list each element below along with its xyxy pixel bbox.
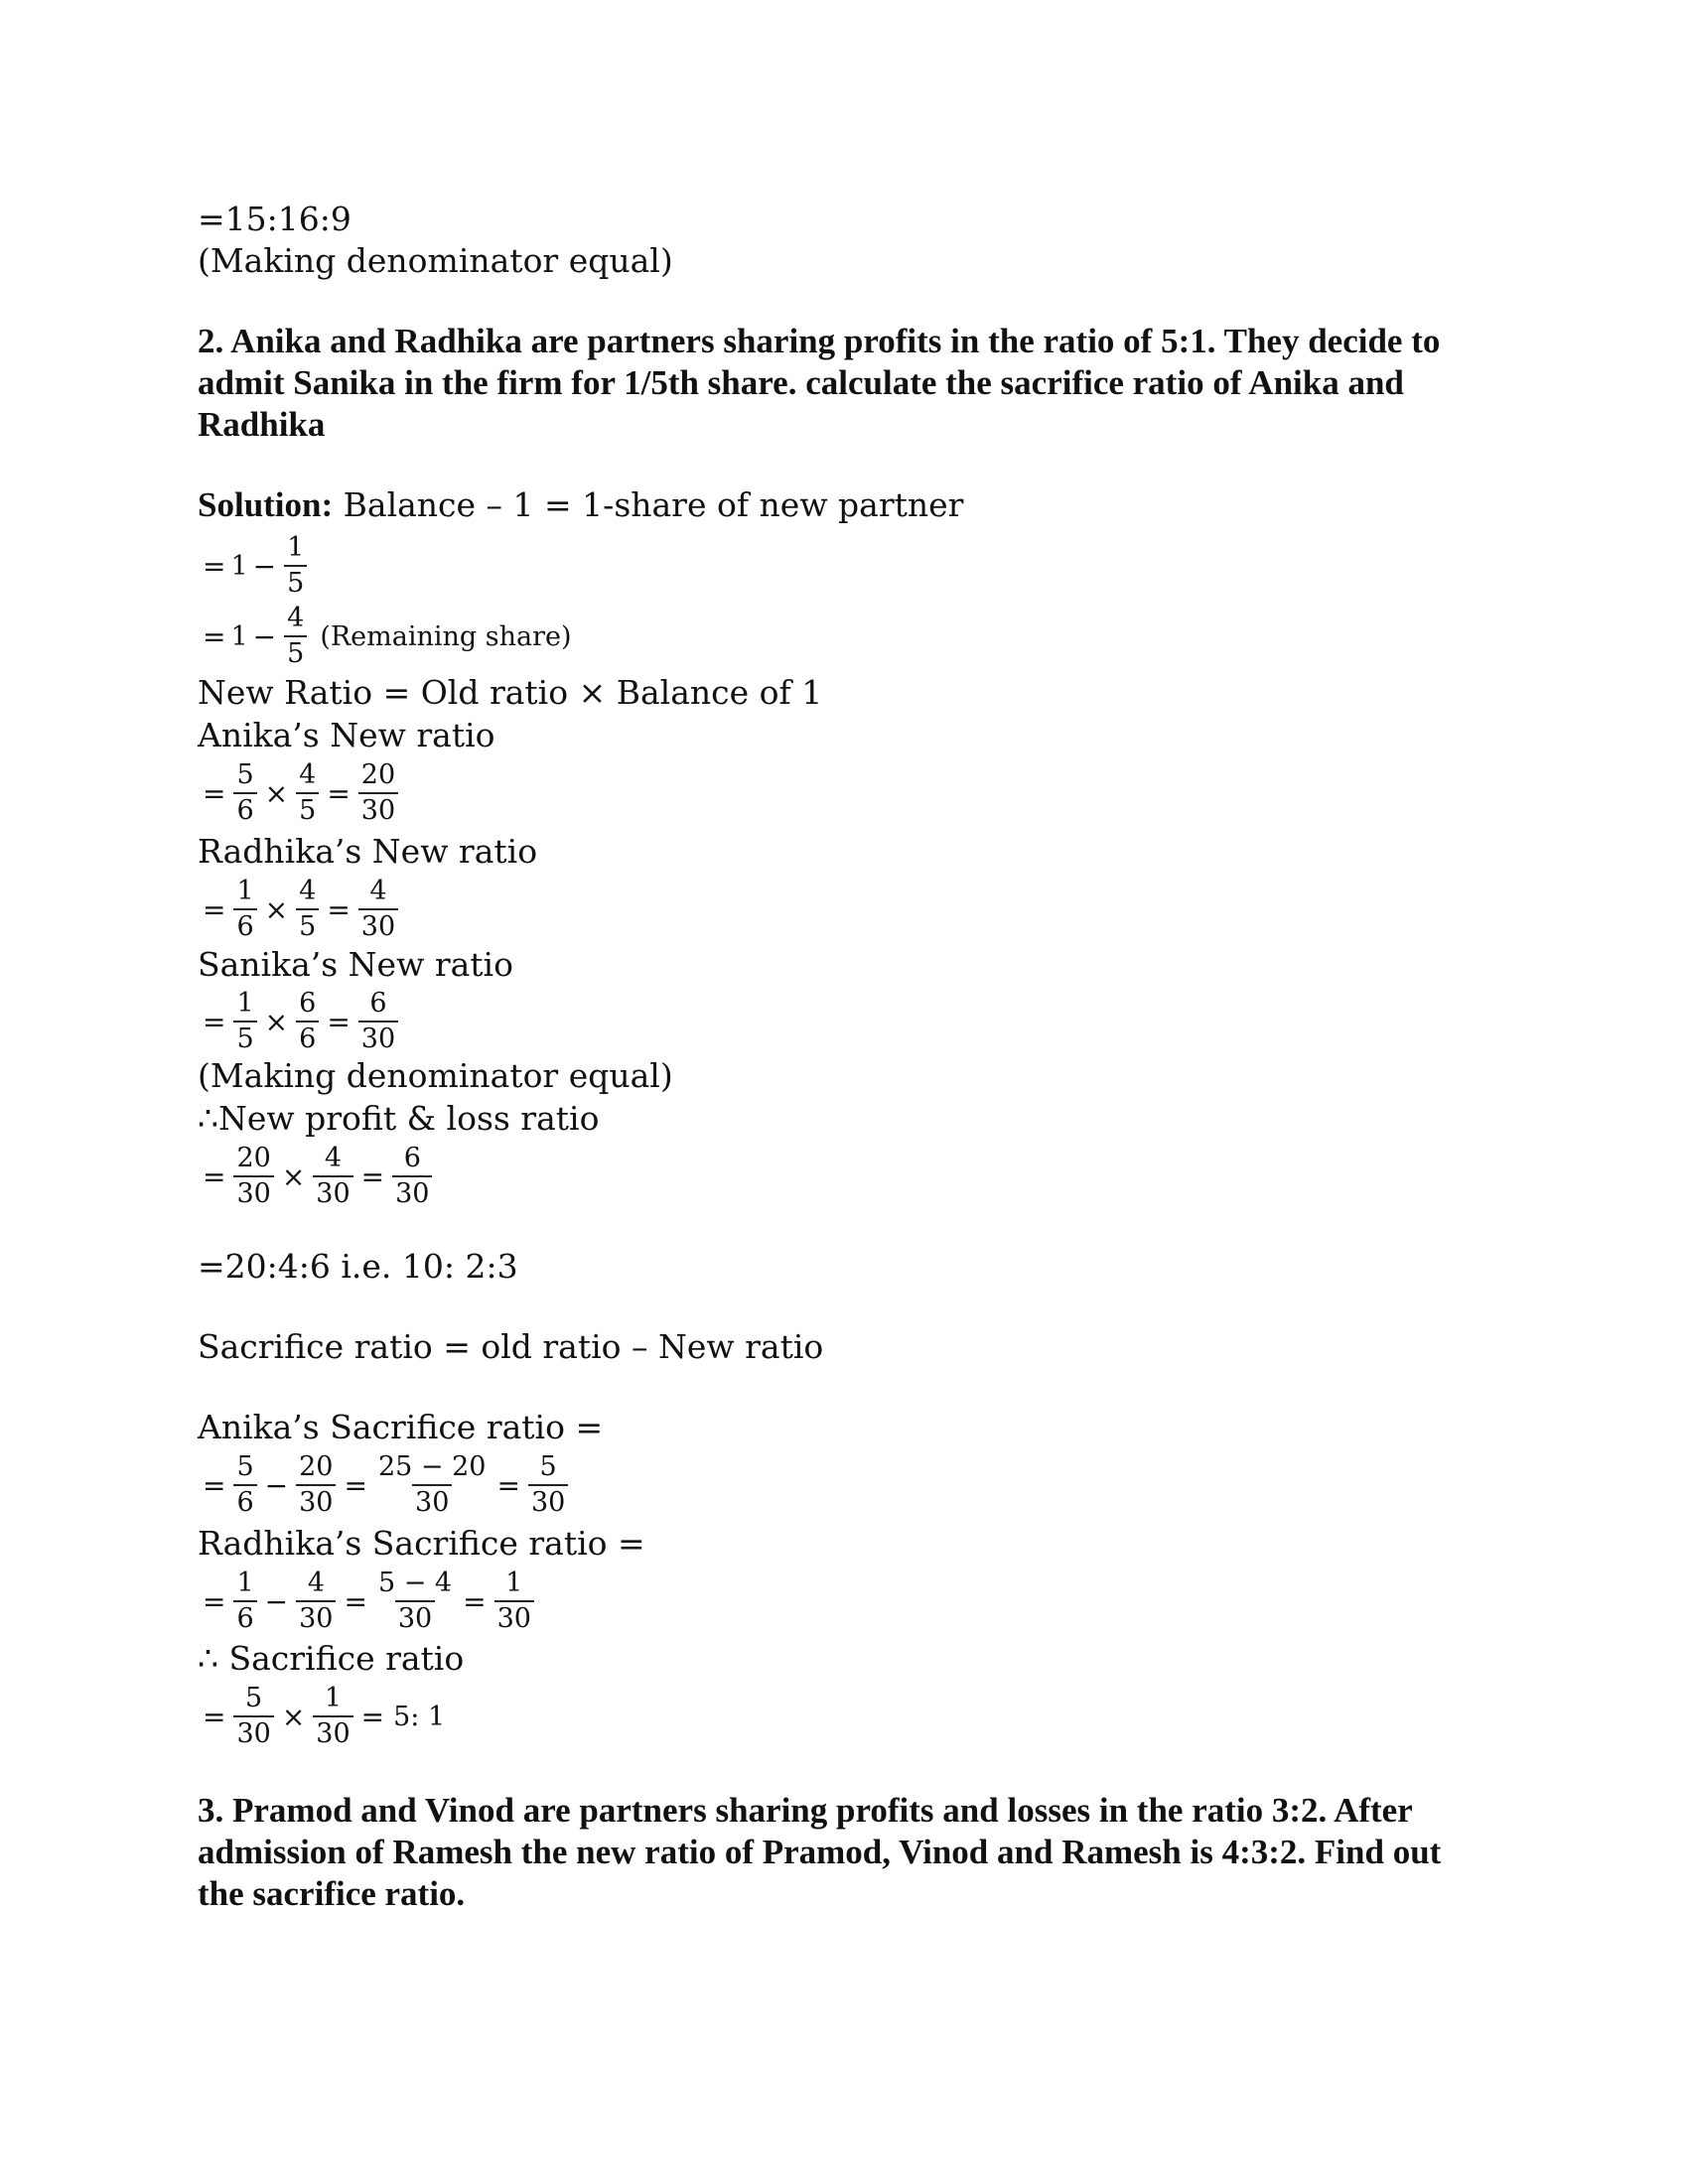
fraction: $\frac{4}{5}$ — [281, 602, 310, 671]
sanika-new-ratio-label: Sanika’s New ratio — [198, 945, 513, 984]
times-sign: × — [264, 776, 289, 810]
question-3: 3. Pramod and Vinod are partners sharing profits and losses in the ratio 3:2. After admission of Ramesh the new ratio of Pramod, Vinod and Ramesh is 4:3:2. Find out the sacrifice ratio. — [198, 1791, 1442, 1913]
equals-sign: = — [327, 776, 351, 810]
equals-sign: = — [463, 1584, 487, 1618]
number-one: 1 — [230, 620, 248, 652]
fraction: $\frac{5}{6}$ — [230, 1450, 259, 1520]
solution-line — [198, 485, 963, 525]
fraction: $\frac{6}{30}$ — [355, 987, 401, 1056]
radhika-sacrifice-equation — [198, 1559, 537, 1644]
fraction: $\frac{6}{30}$ — [389, 1142, 435, 1211]
result-line-15-16-9: =15:16:9 — [198, 200, 352, 238]
fraction: $\frac{4}{30}$ — [310, 1142, 355, 1211]
sacrifice-ratio-formula: Sacrifice ratio = old ratio – New ratio — [198, 1327, 824, 1366]
sanika-new-ratio-equation — [198, 979, 401, 1064]
fraction: $\frac{4}{30}$ — [355, 875, 401, 944]
final-sacrifice-equation — [198, 1674, 445, 1759]
fraction: $\frac{4}{5}$ — [293, 758, 322, 828]
fraction: $\frac{5}{30}$ — [230, 1682, 276, 1751]
equation-remaining-share — [198, 594, 572, 679]
times-sign: × — [264, 892, 289, 926]
equals-sign: = — [203, 1005, 226, 1038]
minus-sign: − — [264, 1584, 289, 1618]
number-one: 1 — [230, 550, 248, 582]
times-sign: × — [264, 1005, 289, 1038]
question-2: 2. Anika and Radhika are partners sharing profits in the ratio of 5:1. They decide to admit Sanika in the firm for 1/5th share. calculate the sacrifice ratio of Anika and Radhika — [198, 322, 1441, 444]
document-page — [198, 0, 1518, 2184]
equals-sign: = — [203, 1700, 226, 1733]
sacrifice-ratio-label: ∴ Sacrifice ratio — [198, 1639, 465, 1678]
anika-sacrifice-label: Anika’s Sacrifice ratio = — [198, 1408, 604, 1446]
ratio-result-line: =20:4:6 i.e. 10: 2:3 — [198, 1247, 518, 1286]
equals-sign: = — [203, 1584, 226, 1618]
times-sign: × — [281, 1700, 306, 1733]
making-denominator-note-2: (Making denominator equal) — [198, 1056, 673, 1095]
minus-sign: − — [264, 1468, 289, 1502]
equals-sign: = — [203, 776, 226, 810]
final-ratio-value: 5: 1 — [393, 1701, 446, 1732]
equals-sign: = — [360, 1160, 385, 1193]
fraction: $\frac{1}{5}$ — [230, 987, 259, 1056]
equals-sign: = — [203, 619, 226, 653]
equals-sign: = — [203, 1160, 226, 1193]
fraction: $\frac{1}{6}$ — [230, 1567, 259, 1636]
fraction: $\frac{5 - 4}{30}$ — [377, 1568, 453, 1634]
solution-label: Solution: — [198, 485, 334, 524]
fraction: $\frac{1}{30}$ — [492, 1567, 537, 1636]
fraction: $\frac{5}{6}$ — [230, 758, 259, 828]
radhika-sacrifice-label: Radhika’s Sacrifice ratio = — [198, 1524, 645, 1563]
remaining-share-note: (Remaining share) — [320, 620, 572, 652]
fraction: $\frac{20}{30}$ — [293, 1450, 339, 1520]
radhika-new-ratio-label: Radhika’s New ratio — [198, 832, 538, 871]
equals-sign: = — [344, 1468, 367, 1502]
radhika-new-ratio-equation — [198, 867, 401, 952]
fraction: $\frac{1}{6}$ — [230, 875, 259, 944]
making-denominator-note: (Making denominator equal) — [198, 241, 673, 280]
solution-text: Balance – 1 = 1-share of new partner — [333, 485, 964, 524]
equals-sign: = — [203, 892, 226, 926]
minus-sign: − — [252, 619, 277, 653]
fraction: $\frac{1}{5}$ — [281, 531, 310, 601]
minus-sign: − — [252, 549, 277, 583]
fraction: $\frac{20}{30}$ — [230, 1142, 276, 1211]
fraction: $\frac{20}{30}$ — [355, 758, 401, 828]
times-sign: × — [281, 1160, 306, 1193]
fraction: $\frac{6}{6}$ — [293, 987, 322, 1056]
fraction: $\frac{5}{30}$ — [525, 1450, 571, 1520]
fraction: $\frac{4}{5}$ — [293, 875, 322, 944]
fraction: $\frac{25 - 20}{30}$ — [377, 1451, 487, 1518]
new-profit-loss-equation — [198, 1134, 435, 1219]
new-profit-loss-label: ∴New profit & loss ratio — [198, 1099, 600, 1138]
equals-sign: = — [344, 1584, 367, 1618]
fraction: $\frac{1}{30}$ — [310, 1682, 355, 1751]
equals-sign: = — [203, 1468, 226, 1502]
anika-sacrifice-equation — [198, 1442, 571, 1528]
equals-sign: = — [203, 549, 226, 583]
new-ratio-formula: New Ratio = Old ratio × Balance of 1 — [198, 673, 823, 712]
equals-sign: = — [327, 1005, 351, 1038]
anika-new-ratio-equation — [198, 751, 401, 836]
anika-new-ratio-label: Anika’s New ratio — [198, 716, 495, 754]
equals-sign: = — [360, 1700, 385, 1733]
fraction: $\frac{4}{30}$ — [293, 1567, 339, 1636]
equals-sign: = — [496, 1468, 520, 1502]
equals-sign: = — [327, 892, 351, 926]
